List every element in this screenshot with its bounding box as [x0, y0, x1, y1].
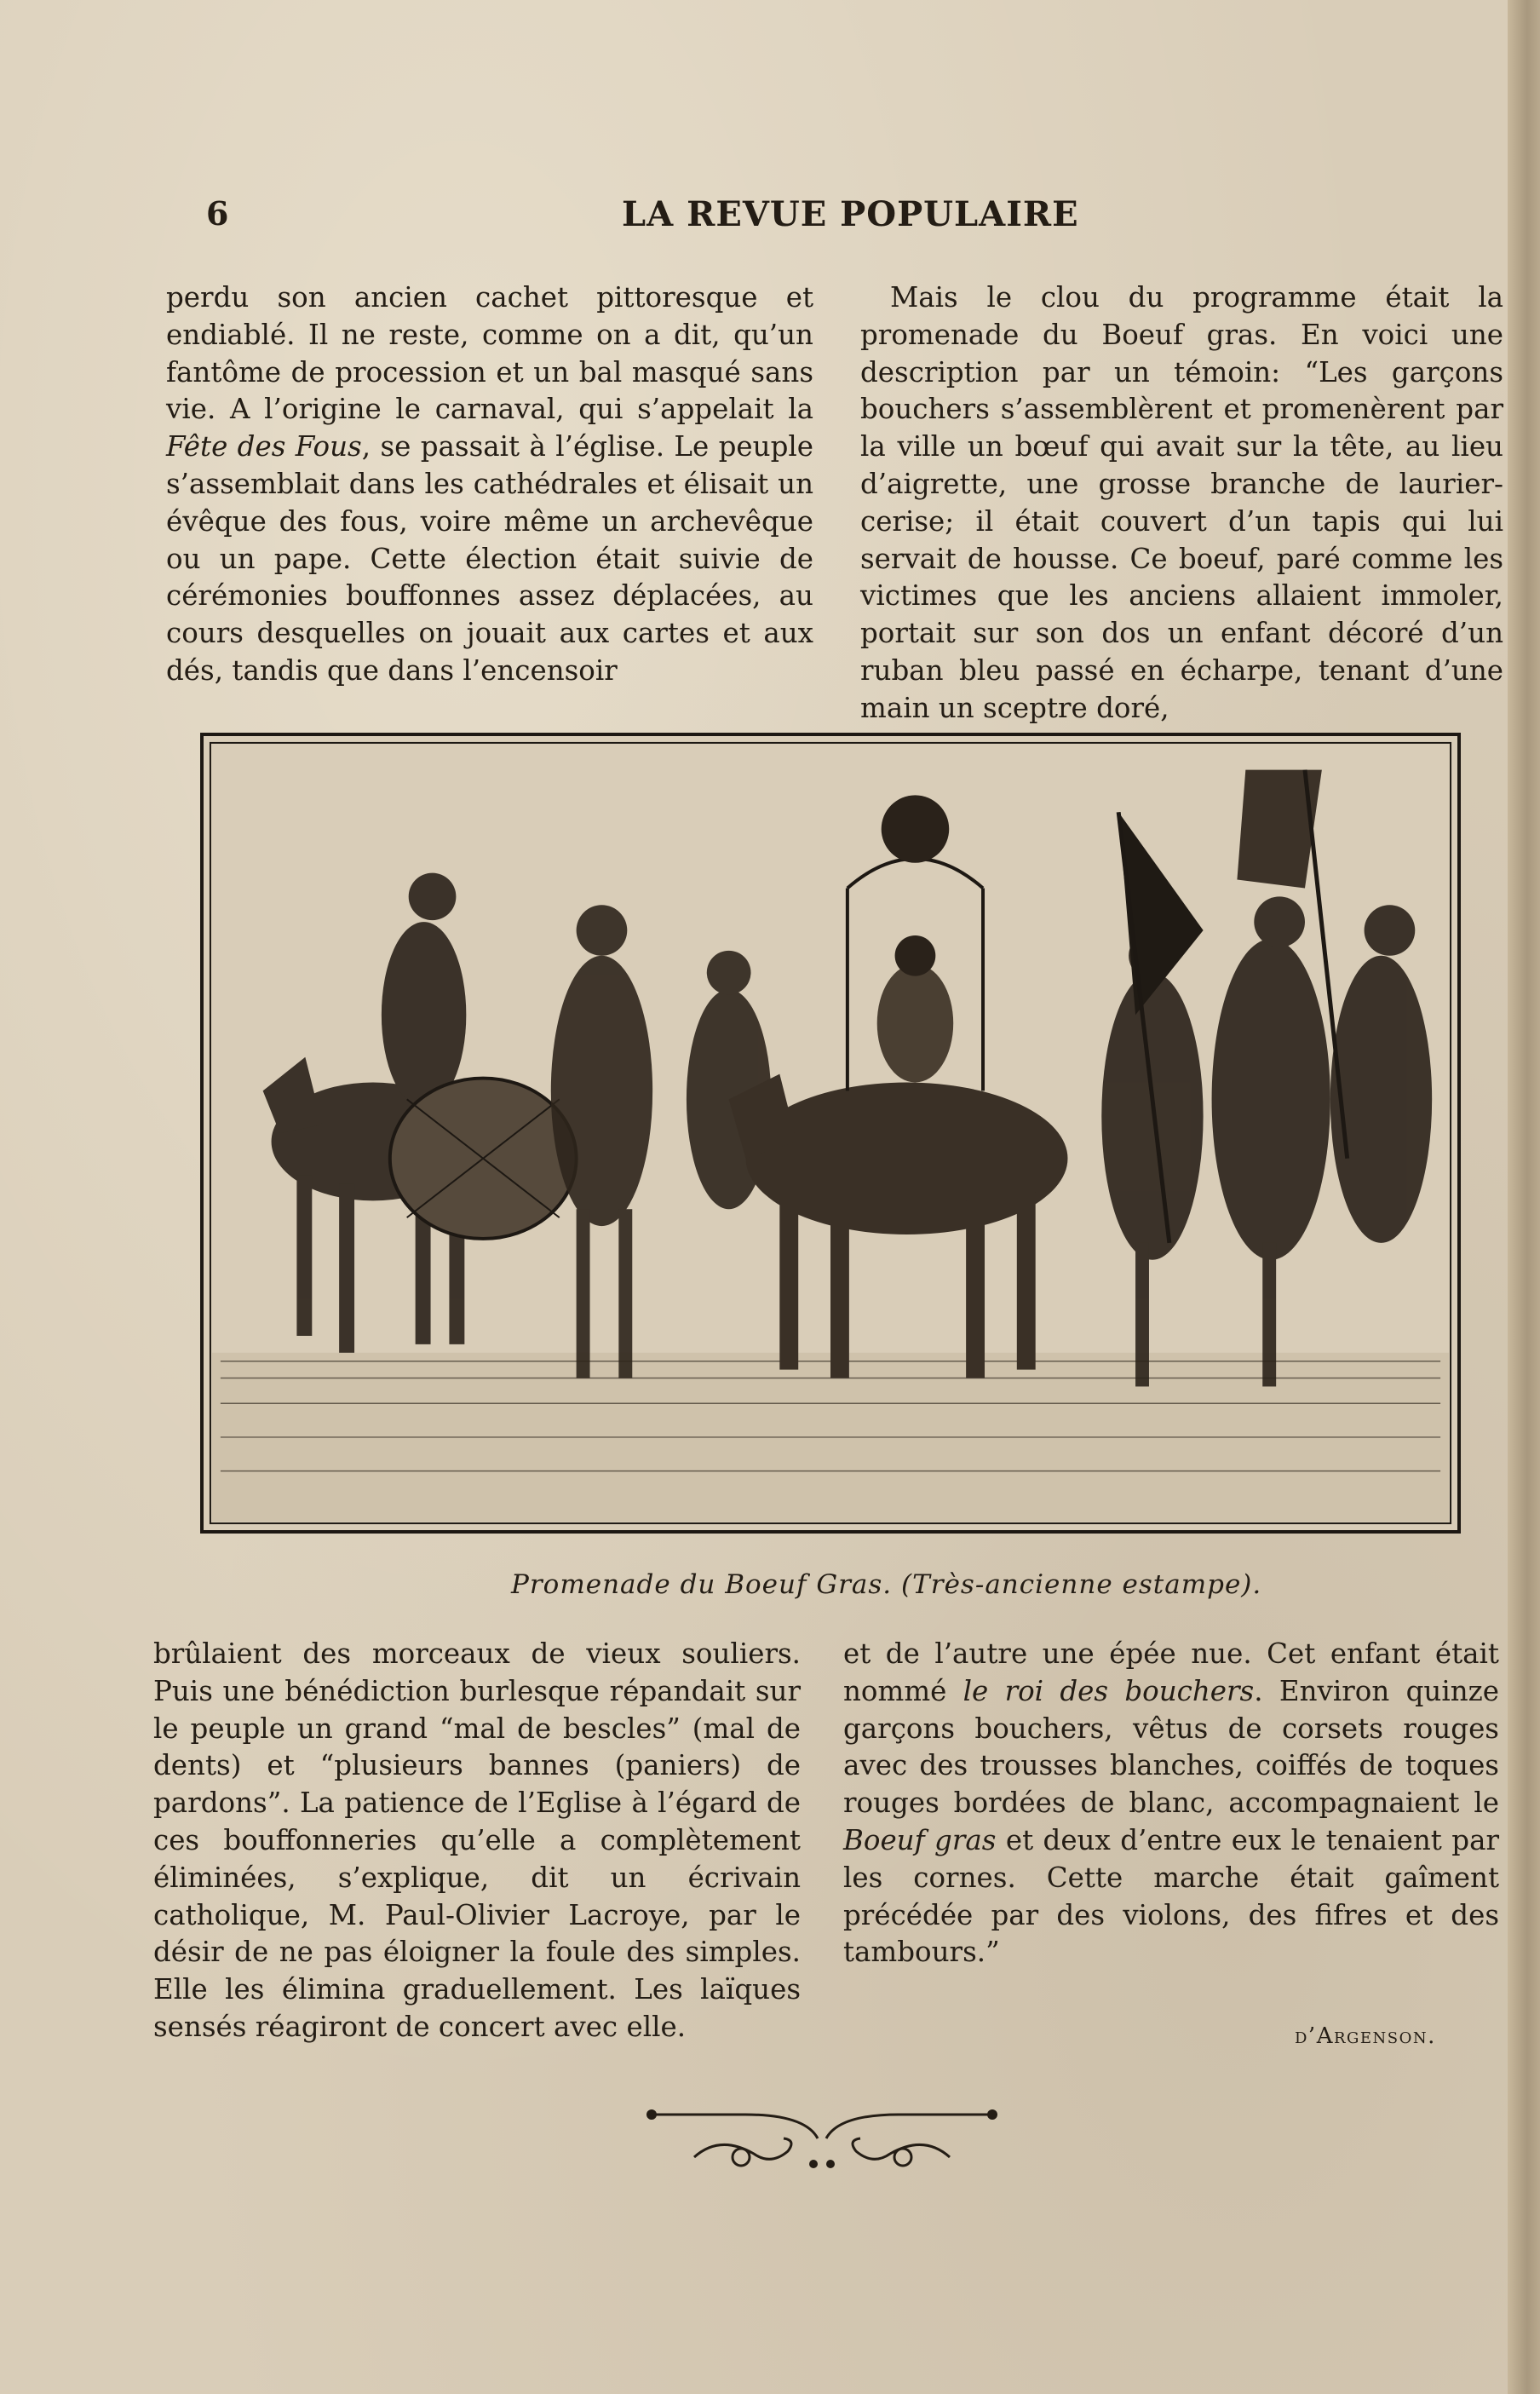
paragraph: et de l’autre une épée nue. Cet enfant était nommé le roi des bouchers. Environ quinze garçons bouchers, vêtus de corsets rouges avec des trousses blanches, coiffés de toques rouges bordées de blanc, accompagnaient le Boeuf gras et deux d’entre eux le tenaient par les cornes. Cette marche était gaîment précédée par des violons, des fifres et des tambours.” — [843, 1637, 1499, 1969]
column-top-right — [860, 279, 1503, 728]
paragraph: Mais le clou du programme était la promenade du Boeuf gras. En voici une description par un témoin: “Les garçons bouchers s’assemblèrent et promenèrent par la ville un bœuf qui avait sur la tête, au lieu d’aigrette, une grosse branche de laurier-cerise; il était couvert d’un tapis qui lui servait de housse. Ce boeuf, paré comme les victimes que les anciens allaient immoler, portait sur son dos un enfant décoré d’un ruban bleu passé en écharpe, tenant d’une main un sceptre doré, — [860, 281, 1503, 724]
paragraph: brûlaient des morceaux de vieux souliers. Puis une bénédiction burlesque répandait sur le peuple un grand “mal de bescles” (mal de dents) et “plusieurs bannes (paniers) de pardons”. La patience de l’Eglise à l’égard de ces bouffonneries qu’elle a complètement éliminées, s’explique, dit un écrivain catholique, M. Paul-Olivier Lacroye, par le désir de ne pas éloigner la foule des simples. Elle les élimina graduellement. Les laïques sensés réagiront de concert avec elle. — [153, 1637, 801, 2043]
italic-term: Fête des Fous — [166, 430, 362, 463]
page-edge-shadow — [1508, 0, 1540, 2394]
figure-caption: Promenade du Boeuf Gras. (Très-ancienne estampe). — [511, 1569, 1262, 1600]
italic-term: Boeuf gras — [843, 1823, 997, 1856]
italic-term: le roi des bouchers — [962, 1674, 1255, 1707]
running-header — [196, 194, 1508, 245]
column-bottom-right — [843, 1636, 1499, 1971]
ornament-flourish-icon — [643, 2104, 1001, 2181]
page-number: 6 — [206, 194, 229, 233]
column-bottom-left — [153, 1636, 801, 2046]
column-top-left — [166, 279, 813, 690]
running-title: LA REVUE POPULAIRE — [622, 194, 1079, 234]
paragraph: perdu son ancien cachet pittoresque et endiablé. Il ne reste, comme on a dit, qu’un fantôme de procession et un bal masqué sans vie. A l’origine le carnaval, qui s’appelait la Fête des Fous, se passait à l’église. Le peuple s’assemblait dans les cathédrales et élisait un évêque des fous, voire même un archevêque ou un pape. Cette élection était suivie de cérémonies bouffonnes assez déplacées, au cours desquelles on jouait aux cartes et aux dés, tandis que dans l’encensoir — [166, 281, 813, 687]
engraving-illustration — [200, 733, 1461, 1534]
procession-engraving — [204, 736, 1457, 1530]
author-signature: d’Argenson. — [1295, 2023, 1436, 2049]
